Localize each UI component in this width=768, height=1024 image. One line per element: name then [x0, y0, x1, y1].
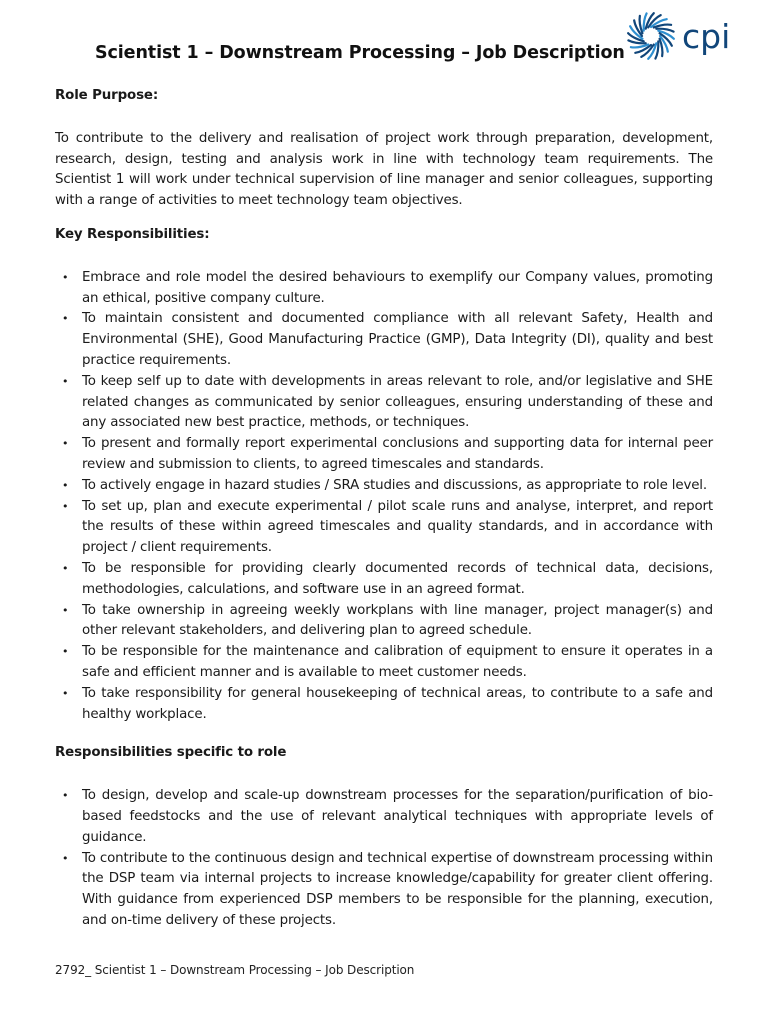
list-item: • To design, develop and scale-up downstream processes for the separation/purification of bio-based feedstocks and the use of relevant analytical techniques with appropriate levels of guidance. — [55, 786, 713, 848]
list-item: • To contribute to the continuous design and technical expertise of downstream processing within the DSP team via internal projects to increase knowledge/capability for greater client offering. With guidance from experienced DSP members to be responsible for the planning, execution, and on-time delivery of these projects. — [55, 849, 713, 932]
list-item: • To be responsible for providing clearly documented records of technical data, decisions, methodologies, calculations, and software use in an agreed format. — [55, 559, 713, 601]
logo-swirl-stroke — [640, 16, 643, 33]
list-item: • To keep self up to date with developments in areas relevant to role, and/or legislative and SHE related changes as communicated by senior colleagues, ensuring understanding of these and any associated new best practice, methods, or techniques. — [55, 372, 713, 434]
logo-swirl-stroke — [654, 25, 671, 28]
specific-responsibilities-heading: Responsibilities specific to role — [55, 745, 287, 761]
specific-responsibilities-list — [55, 786, 713, 932]
company-logo — [626, 10, 742, 62]
list-item: • To actively engage in hazard studies / SRA studies and discussions, as appropriate to role level. — [55, 476, 713, 497]
page-title: Scientist 1 – Downstream Processing – Job Description — [95, 43, 625, 63]
list-item: • To maintain consistent and documented compliance with all relevant Safety, Health and Environmental (SHE), Good Manufacturing Practice (GMP), Data Integrity (DI), quality and best practice requirements. — [55, 309, 713, 371]
cpi-swirl-logo-icon — [626, 11, 676, 61]
list-item: • To be responsible for the maintenance and calibration of equipment to ensure it operates in a safe and efficient manner and is available to meet customer needs. — [55, 642, 713, 684]
logo-text: cpi — [682, 16, 731, 56]
list-item: • Embrace and role model the desired behaviours to exemplify our Company values, promoting an ethical, positive company culture. — [55, 268, 713, 310]
page-footer: 2792_ Scientist 1 – Downstream Processing – Job Description — [55, 963, 415, 977]
role-purpose-heading: Role Purpose: — [55, 88, 159, 103]
list-item: • To take responsibility for general housekeeping of technical areas, to contribute to a safe and healthy workplace. — [55, 684, 713, 726]
logo-swirl-stroke — [631, 45, 648, 48]
key-responsibilities-heading: Key Responsibilities: — [55, 226, 210, 242]
key-responsibilities-list — [55, 268, 713, 726]
list-item: • To present and formally report experimental conclusions and supporting data for internal peer review and submission to clients, to agreed timescales and standards. — [55, 434, 713, 476]
role-purpose-text: To contribute to the delivery and realisation of project work through preparation, development, research, design, testing and analysis work in line with technology team requirements. The Scientist 1 will work under technical supervision of line manager and senior colleagues, supporting with a range of activities to meet technology team objectives. — [55, 130, 713, 209]
document-body — [55, 86, 713, 932]
logo-swirl-stroke — [660, 39, 663, 56]
list-item: • To take ownership in agreeing weekly workplans with line manager, project manager(s) and other relevant stakeholders, and delivering plan to agreed schedule. — [55, 601, 713, 643]
list-item: • To set up, plan and execute experimental / pilot scale runs and analyse, interpret, and report the results of these within agreed timescales and quality standards, and in accordance with project / client requirements. — [55, 497, 713, 559]
